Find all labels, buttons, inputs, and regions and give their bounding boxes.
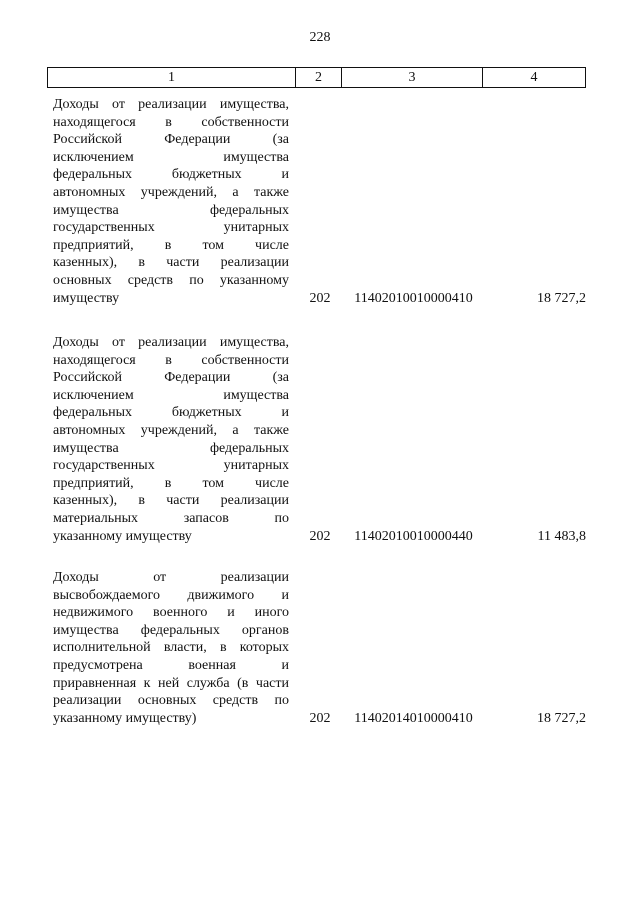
column-header-table xyxy=(47,67,586,88)
budget-code: 11402010010000410 xyxy=(354,290,473,306)
budget-code: 11402014010000410 xyxy=(354,710,473,726)
amount: 11 483,8 xyxy=(537,528,586,544)
table-row xyxy=(47,569,586,734)
admin-code: 202 xyxy=(309,290,331,306)
admin-code: 202 xyxy=(309,710,331,726)
table-row xyxy=(47,334,586,549)
row-description: Доходы от реализации имущества, находящегося в собственности Российской Федерации (за исключением имущества федеральных бюджетных и автономных учреждений, а также имущества федеральных государственных унитарных предприятий, в том числе казенных), в части реализации основных средств по указанному имуществу xyxy=(53,97,289,306)
column-header-1: 1 xyxy=(48,68,296,88)
column-header-3: 3 xyxy=(342,68,483,88)
admin-code: 202 xyxy=(309,528,331,544)
column-header-2: 2 xyxy=(296,68,342,88)
amount: 18 727,2 xyxy=(537,290,586,306)
row-description: Доходы от реализации имущества, находящегося в собственности Российской Федерации (за исключением имущества федеральных бюджетных и автономных учреждений, а также имущества федеральных государственных унитарных предприятий, в том числе казенных), в части реализации материальных запасов по указанному имуществу xyxy=(53,335,289,544)
table-row xyxy=(47,96,586,311)
page-number: 228 xyxy=(309,30,331,45)
column-header-4: 4 xyxy=(483,68,586,88)
amount: 18 727,2 xyxy=(537,710,586,726)
budget-code: 11402010010000440 xyxy=(354,528,473,544)
row-description: Доходы от реализации высвобождаемого движимого и недвижимого военного и иного имущества федеральных органов исполнительной власти, в которых предусмотрена военная и приравненная к ней служба (в части реализации основных средств по указанному имуществу) xyxy=(53,570,289,726)
